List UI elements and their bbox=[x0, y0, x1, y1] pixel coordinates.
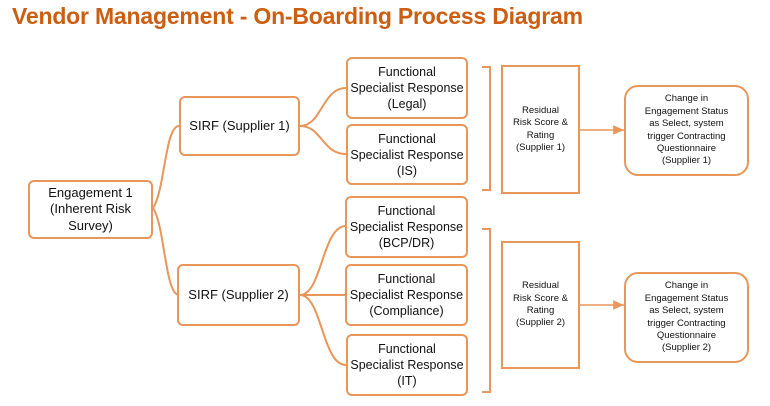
fsr-bcp-line-3: (BCP/DR) bbox=[378, 236, 435, 250]
residual1-line-1: Residual bbox=[522, 104, 559, 116]
residual1-line-4: (Supplier 1) bbox=[515, 141, 566, 153]
residual-risk-supplier-2-node bbox=[501, 241, 580, 369]
engagement-line-3: Survey) bbox=[68, 217, 113, 233]
fsr-compliance-line-1: Functional bbox=[377, 272, 436, 286]
fsr-compliance-node bbox=[345, 264, 468, 326]
fsr-it-node bbox=[346, 334, 468, 396]
connector-sirf1-legal bbox=[300, 88, 346, 126]
fsr-compliance-line-2: Specialist Response bbox=[349, 288, 464, 302]
page-title: Vendor Management - On-Boarding Process Diagram bbox=[12, 3, 583, 29]
sirf-supplier-1-node bbox=[179, 96, 300, 156]
fsr-legal-line-3: (Legal) bbox=[387, 97, 427, 111]
fsr-is-node bbox=[346, 124, 468, 185]
residual2-line-2: Risk Score & bbox=[513, 292, 568, 304]
status2-line-3: as Select, system bbox=[649, 305, 724, 317]
bracket-supplier2 bbox=[482, 229, 490, 392]
status1-line-6: (Supplier 1) bbox=[661, 155, 712, 167]
sirf-supplier-1-label: SIRF (Supplier 1) bbox=[189, 117, 290, 133]
fsr-legal-line-1: Functional bbox=[378, 65, 436, 79]
residual2-line-4: (Supplier 2) bbox=[515, 317, 566, 329]
status2-line-5: Questionnaire bbox=[656, 329, 717, 341]
sirf-supplier-2-node bbox=[177, 264, 300, 326]
status2-line-2: Engagement Status bbox=[644, 292, 729, 304]
status1-line-1: Change in bbox=[664, 93, 709, 105]
fsr-it-line-1: Functional bbox=[378, 342, 436, 356]
residual1-line-2: Risk Score & bbox=[513, 117, 568, 129]
engagement-node bbox=[28, 180, 153, 239]
status1-line-5: Questionnaire bbox=[656, 142, 717, 154]
sirf-supplier-2-label: SIRF (Supplier 2) bbox=[188, 286, 289, 302]
fsr-legal-node bbox=[346, 57, 468, 119]
bracket-supplier1 bbox=[482, 67, 490, 190]
fsr-it-line-2: Specialist Response bbox=[350, 358, 464, 372]
status-change-supplier-1-node bbox=[624, 85, 749, 176]
status2-line-4: trigger Contracting bbox=[647, 317, 726, 329]
fsr-bcp-dr-node bbox=[345, 196, 468, 258]
status2-line-1: Change in bbox=[664, 280, 709, 292]
residual2-line-3: Rating bbox=[526, 305, 555, 316]
engagement-line-1: Engagement 1 bbox=[48, 184, 133, 200]
residual-risk-supplier-1-node bbox=[501, 65, 580, 194]
connector-engagement-sirf2 bbox=[153, 208, 179, 295]
status1-line-4: trigger Contracting bbox=[647, 130, 726, 142]
engagement-line-2: (Inherent Risk bbox=[50, 201, 131, 217]
connector-sirf2-bcp bbox=[300, 226, 346, 295]
status1-line-2: Engagement Status bbox=[644, 105, 729, 117]
fsr-bcp-line-2: Specialist Response bbox=[349, 220, 464, 234]
fsr-bcp-line-1: Functional bbox=[377, 204, 436, 218]
fsr-legal-line-2: Specialist Response bbox=[350, 81, 464, 95]
connector-engagement-sirf1 bbox=[153, 126, 179, 208]
residual1-line-3: Rating bbox=[526, 129, 555, 141]
fsr-compliance-line-3: (Compliance) bbox=[369, 304, 444, 318]
fsr-is-line-1: Functional bbox=[378, 131, 436, 146]
residual2-line-1: Residual bbox=[522, 280, 559, 292]
fsr-it-line-3: (IT) bbox=[397, 374, 417, 388]
fsr-is-line-2: Specialist Response bbox=[350, 147, 464, 162]
status-change-supplier-2-node bbox=[624, 272, 749, 363]
status2-line-6: (Supplier 2) bbox=[661, 342, 712, 354]
connector-sirf1-is bbox=[300, 126, 346, 154]
status1-line-3: as Select, system bbox=[649, 118, 724, 130]
connector-sirf2-it bbox=[300, 295, 346, 365]
fsr-is-line-3: (IS) bbox=[396, 163, 418, 178]
